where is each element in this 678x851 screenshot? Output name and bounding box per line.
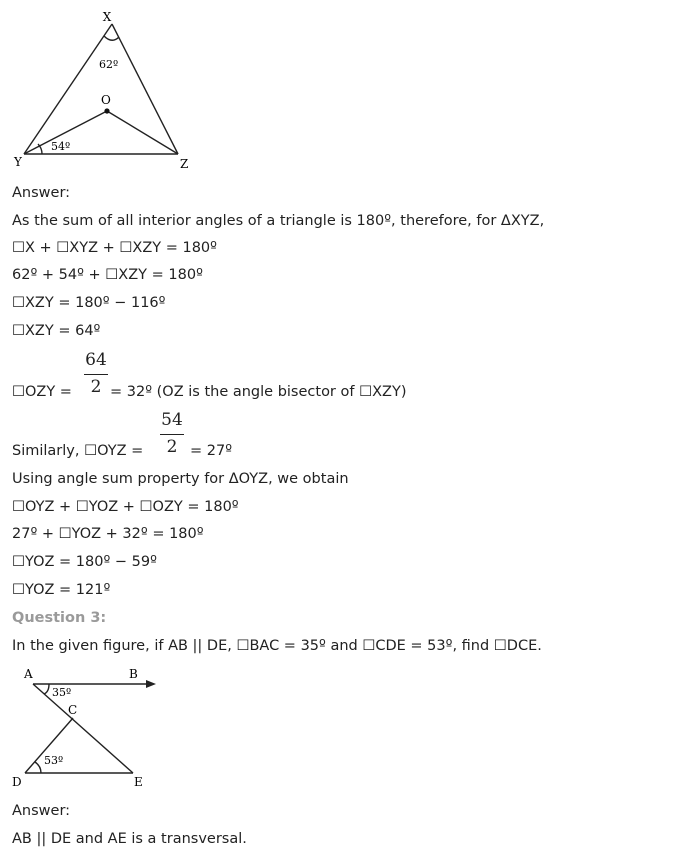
arrow-head-icon: [146, 680, 156, 688]
answer-3-line-1: AB || DE and AE is a transversal.: [12, 831, 247, 847]
oyz-line-prefix: Similarly, ☐OYZ =: [12, 443, 144, 459]
point-label-c: C: [68, 703, 78, 717]
angle-label-x: 62º: [99, 58, 119, 71]
fraction-bar: [84, 374, 108, 375]
vertex-label-z: Z: [180, 157, 189, 171]
oyz-line-suffix: = 27º: [190, 443, 233, 459]
answer-label: Answer:: [12, 185, 71, 201]
answer-line-9: ☐YOZ = 180º − 59º: [12, 554, 157, 570]
question-3-heading: Question 3:: [12, 610, 107, 626]
answer-line-2: ☐X + ☐XYZ + ☐XZY = 180º: [12, 240, 217, 256]
angle-label-y: 54º: [51, 140, 71, 153]
point-label-b: B: [129, 667, 138, 681]
angle-arc-a: [44, 684, 49, 694]
fraction-numerator: 54: [161, 410, 183, 430]
answer-line-7: ☐OYZ + ☐YOZ + ☐OZY = 180º: [12, 499, 239, 515]
side-xy: [24, 24, 112, 154]
answer-line-6: Using angle sum property for ΔOYZ, we obtain: [12, 471, 349, 487]
answer-line-4: ☐XZY = 180º − 116º: [12, 295, 166, 311]
answer-3-label: Answer:: [12, 803, 71, 819]
answer-line-1: As the sum of all interior angles of a triangle is 180º, therefore, for ΔXYZ,: [12, 213, 545, 229]
angle-label-d: 53º: [44, 754, 64, 767]
ozy-line-prefix: ☐OZY =: [12, 384, 72, 400]
vertex-label-x: X: [102, 10, 112, 24]
ozy-line-suffix: = 32º (OZ is the angle bisector of ☐XZY): [110, 384, 407, 400]
fraction-denominator: 2: [166, 437, 178, 457]
point-o: [104, 108, 109, 113]
answer-line-8: 27º + ☐YOZ + 32º = 180º: [12, 526, 204, 542]
parallel-lines-figure: [0, 662, 180, 794]
vertex-label-y: Y: [14, 155, 22, 169]
angle-arc-x: [104, 36, 119, 40]
fraction-bar: [160, 434, 184, 435]
answer-line-3: 62º + 54º + ☐XZY = 180º: [12, 267, 203, 283]
triangle-xyz-figure: [0, 0, 220, 180]
point-label-e: E: [134, 775, 143, 789]
angle-arc-d: [35, 762, 41, 773]
fraction-64-over-2: [84, 350, 108, 397]
answer-line-5: ☐XZY = 64º: [12, 323, 101, 339]
point-label-a: A: [24, 667, 33, 681]
angle-label-a: 35º: [52, 686, 72, 699]
fraction-denominator: 2: [90, 377, 102, 397]
fraction-numerator: 64: [85, 350, 107, 370]
point-label-d: D: [12, 775, 22, 789]
answer-line-10: ☐YOZ = 121º: [12, 582, 111, 598]
point-label-o: O: [101, 93, 111, 107]
question-3-text: In the given figure, if AB || DE, ☐BAC = 35º and ☐CDE = 53º, find ☐DCE.: [12, 638, 542, 654]
fraction-54-over-2: [160, 410, 184, 457]
